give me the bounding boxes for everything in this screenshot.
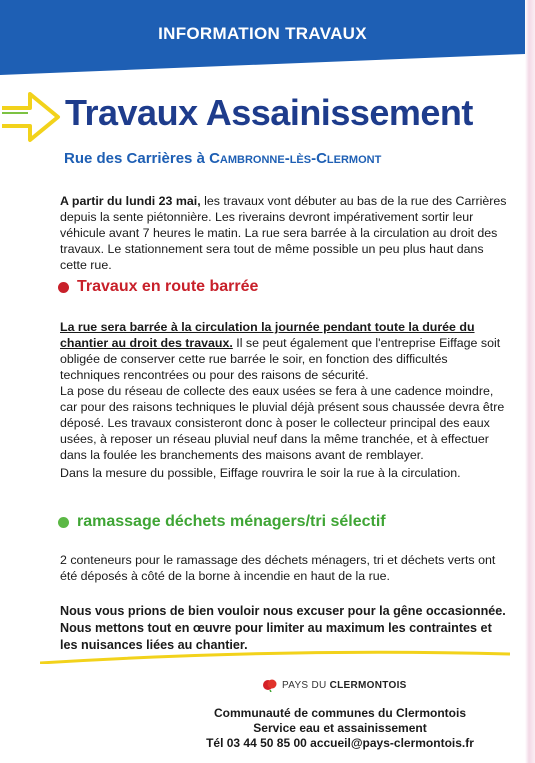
page-edge (525, 0, 535, 763)
road-closed-paragraph-1 (60, 319, 510, 383)
footer-organization: Communauté de communes du Clermontois (213, 706, 467, 720)
intro-lead: A partir du lundi 23 mai, (60, 194, 201, 208)
apology-paragraph: Nous vous prions de bien vouloir nous excuser pour la gêne occasionnée. Nous mettons tout en œuvre pour limiter au maximum les contraintes et les nuisances liées au chantier. (60, 604, 506, 652)
footer-contact (150, 706, 530, 751)
road-closed-paragraph-2: La pose du réseau de collecte des eaux usées se fera à une cadence moindre, car pour des raisons techniques le pluvial déjà présent sous chaussée devra être déposé. Les travaux consisteront donc à poser le collecteur principal des eaux usées, à reposer un réseau pluvial neuf dans la même tranchée, et à effectuer dans la foulée les branchements des maisons avant de remblayer. (60, 384, 505, 462)
footer-service: Service eau et assainissement (253, 721, 427, 735)
flower-logo-icon (262, 678, 278, 692)
organization-logo (262, 678, 407, 692)
red-bullet-icon (58, 282, 69, 293)
section-heading-road-closed (58, 278, 258, 296)
intro-text: les travaux vont débuter au bas de la rue des Carrières depuis la sente piétonnière. Les riverains devront impérativement sortir leur véhicule avant 7 heures le matin. La rue sera barrée à la circulation au droit des travaux. Le stationnement sera tout de même possible un peu plus haut dans cette rue. (60, 194, 507, 272)
page-subtitle (64, 150, 381, 167)
road-closed-section (60, 319, 510, 481)
banner-title: INFORMATION TRAVAUX (158, 24, 367, 43)
page-title: Travaux Assainissement (65, 92, 473, 133)
subtitle-street: Rue des Carrières à (64, 150, 205, 167)
waste-paragraph: 2 conteneurs pour le ramassage des déchets ménagers, tri et déchets verts ont été déposés à côté de la borne à incendie en haut de la rue. (60, 553, 496, 583)
intro-paragraph (60, 193, 510, 273)
yellow-divider (40, 650, 510, 664)
arrow-right-icon (0, 88, 62, 146)
closure-notice: La rue sera barrée à la circulation la journée pendant toute la durée du chantier au droit des travaux. (60, 320, 475, 350)
road-closed-paragraph-3: Dans la mesure du possible, Eiffage rouvrira le soir la rue à la circulation. (60, 466, 461, 480)
subtitle-town: Cambronne-lès-Clermont (209, 150, 382, 167)
closure-detail: Il se peut également que l'entreprise Eiffage soit obligée de conserver cette rue barrée le soir, en fonction des difficultés techniques rencontrées ou pour des raisons de sécurité. (60, 336, 501, 382)
logo-text: PAYS DU CLERMONTOIS (282, 679, 407, 691)
section-heading-text: ramassage déchets ménagers/tri sélectif (77, 513, 386, 530)
section-heading-waste (58, 513, 386, 531)
green-bullet-icon (58, 517, 69, 528)
section-heading-text: Travaux en route barrée (77, 278, 259, 295)
footer-contact-details: Tél 03 44 50 85 00 accueil@pays-clermontois.fr (206, 736, 474, 750)
